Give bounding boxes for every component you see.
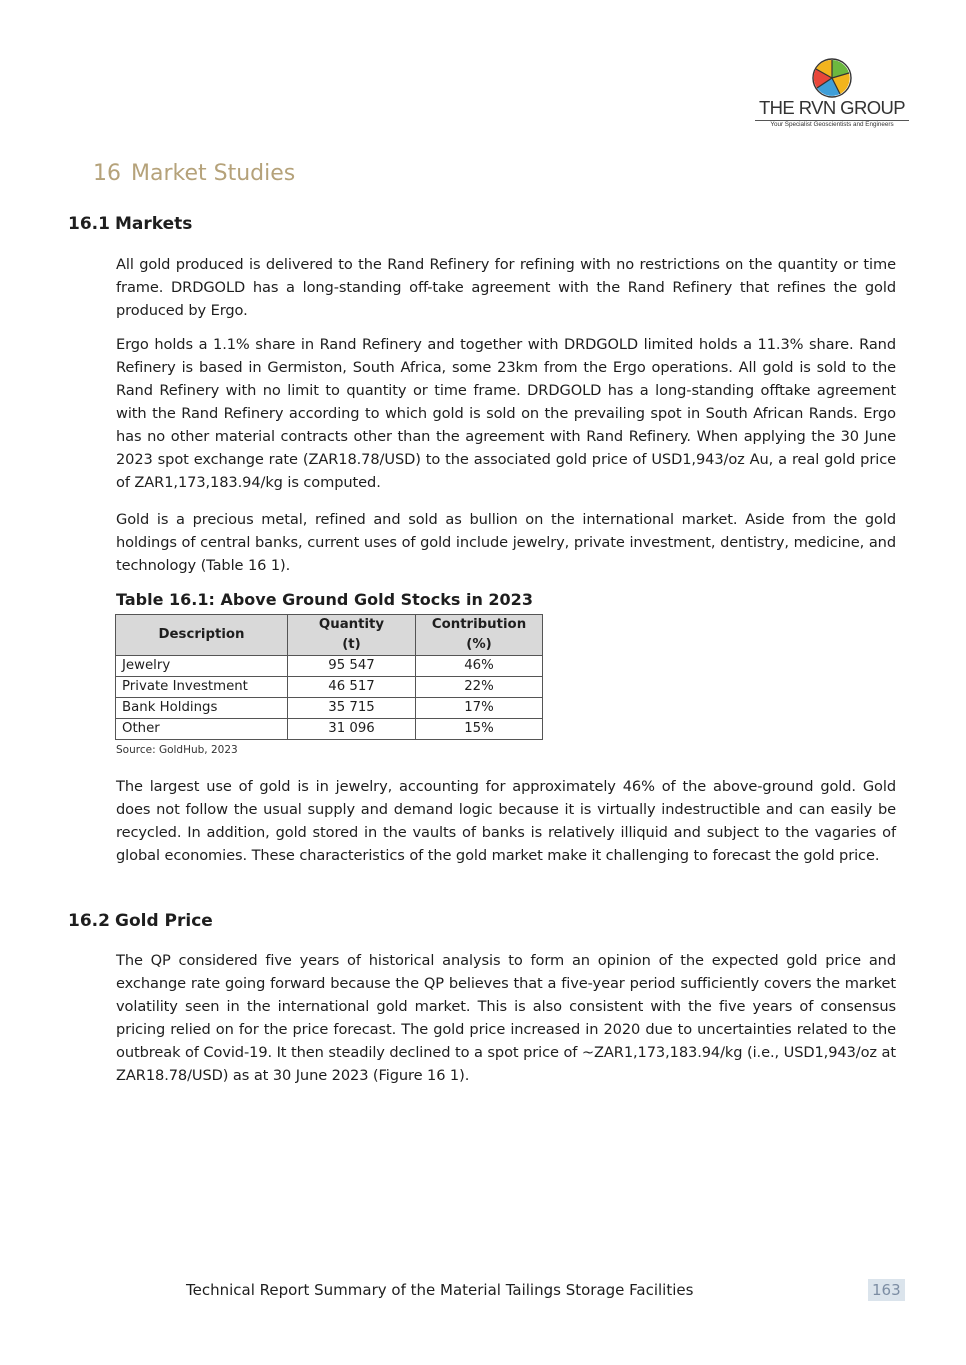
chapter-title: Market Studies xyxy=(131,161,296,186)
table-row xyxy=(116,677,543,698)
cell-description: Private Investment xyxy=(116,677,288,698)
paragraph: The largest use of gold is in jewelry, accounting for approximately 46% of the above-ground gold. Gold does not follow the usual supply and demand logic because it is virtually indestructible and can easily be recycled. In addition, gold stored in the vaults of banks is relatively illiquid and subject to the vagaries of global economies. These characteristics of the gold market make it challenging to forecast the gold price. xyxy=(116,778,896,864)
cell-contribution: 46% xyxy=(416,656,543,677)
logo-name: THE RVN GROUP xyxy=(758,97,906,118)
table-source: Source: GoldHub, 2023 xyxy=(116,744,238,756)
cell-description: Other xyxy=(116,719,288,740)
footer-title: Technical Report Summary of the Material Tailings Storage Facilities xyxy=(186,1281,694,1299)
paragraph: Gold is a precious metal, refined and sold as bullion on the international market. Aside from the gold holdings of central banks, current uses of gold include jewelry, private investment, dentistry, medicine, and technology (Table 16 1). xyxy=(116,511,896,574)
cell-quantity: 31 096 xyxy=(288,719,416,740)
header-quantity-label: Quantity xyxy=(318,617,385,632)
cell-quantity: 35 715 xyxy=(288,698,416,719)
cell-description: Bank Holdings xyxy=(116,698,288,719)
header-contribution xyxy=(416,615,543,656)
section-title: Gold Price xyxy=(115,911,213,931)
table-row xyxy=(116,698,543,719)
cell-contribution: 17% xyxy=(416,698,543,719)
table-caption: Table 16.1: Above Ground Gold Stocks in 2023 xyxy=(116,590,533,609)
page-number: 163 xyxy=(868,1279,905,1301)
logo-pie-icon xyxy=(812,58,852,98)
header-contribution-label: Contribution xyxy=(431,617,527,632)
header-quantity xyxy=(288,615,416,656)
cell-description: Jewelry xyxy=(116,656,288,677)
paragraph: The QP considered five years of historical analysis to form an opinion of the expected gold price and exchange rate going forward because the QP believes that a five-year period sufficiently covers the market volatility seen in the international gold market. This is also consistent with the five years of consensus pricing relied on for the price forecast. The gold price increased in 2020 due to uncertainties related to the outbreak of Covid-19. It then steadily declined to a spot price of ~ZAR1,173,183.94/kg (i.e., USD1,943/oz at ZAR18.78/USD) as at 30 June 2023 (Figure 16 1). xyxy=(116,952,896,1084)
section-number: 16.1 xyxy=(68,214,110,234)
chapter-heading xyxy=(93,161,295,186)
cell-quantity: 46 517 xyxy=(288,677,416,698)
header-quantity-unit: (t) xyxy=(342,637,361,652)
cell-contribution: 15% xyxy=(416,719,543,740)
company-logo xyxy=(752,58,912,132)
logo-tagline: Your Specialist Geoscientists and Engineers xyxy=(770,121,894,128)
table-row xyxy=(116,656,543,677)
paragraph: Ergo holds a 1.1% share in Rand Refinery and together with DRDGOLD limited holds a 11.3% share. Rand Refinery is based in Germiston, South Africa, some 23km from the Ergo operations. All gold is sold to the Rand Refinery with no limit to quantity or time frame. DRDGOLD has a long-standing offtake agreement with the Rand Refinery according to which gold is sold on the prevailing spot in South African Rands. Ergo has no other material contracts other than the agreement with Rand Refinery. When applying the 30 June 2023 spot exchange rate (ZAR18.78/USD) to the associated gold price of USD1,943/oz Au, a real gold price of ZAR1,173,183.94/kg is computed. xyxy=(116,336,896,491)
cell-contribution: 22% xyxy=(416,677,543,698)
paragraph: All gold produced is delivered to the Rand Refinery for refining with no restrictions on the quantity or time frame. DRDGOLD has a long-standing off-take agreement with the Rand Refinery that refines the gold produced by Ergo. xyxy=(116,256,896,319)
section-title: Markets xyxy=(115,214,193,234)
gold-stocks-table xyxy=(115,614,543,740)
cell-quantity: 95 547 xyxy=(288,656,416,677)
table-header-row xyxy=(116,615,543,656)
header-contribution-unit: (%) xyxy=(466,637,492,652)
section-heading-markets xyxy=(68,214,192,234)
section-heading-gold-price xyxy=(68,911,213,931)
table-row xyxy=(116,719,543,740)
section-number: 16.2 xyxy=(68,911,110,931)
chapter-number: 16 xyxy=(93,161,121,186)
header-description: Description xyxy=(116,615,288,656)
